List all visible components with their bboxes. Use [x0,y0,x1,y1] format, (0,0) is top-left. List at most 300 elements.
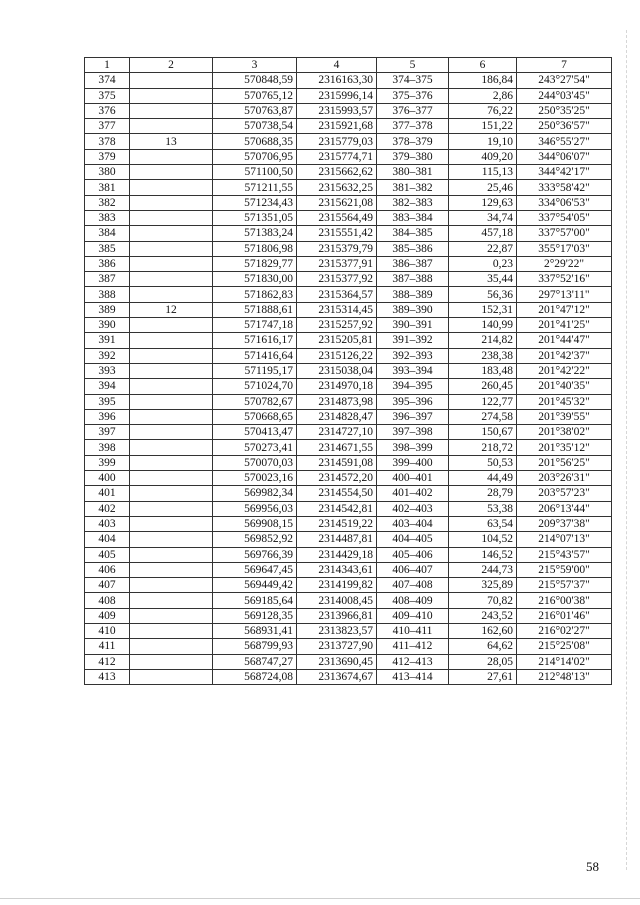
x-coordinate-cell: 571830,00 [213,272,297,287]
point-number-cell: 384 [85,226,130,241]
segment-cell: 399–400 [377,455,449,470]
segment-cell: 384–385 [377,226,449,241]
coordinates-table [84,57,612,685]
length-cell: 28,05 [449,654,517,669]
length-cell: 53,38 [449,501,517,516]
section-cell [130,425,213,440]
bearing-cell: 344°06'07" [517,149,612,164]
y-coordinate-cell: 2315662,62 [297,165,377,180]
segment-cell: 404–405 [377,532,449,547]
y-coordinate-cell: 2314554,50 [297,486,377,501]
x-coordinate-cell: 569982,34 [213,486,297,501]
table-row [85,455,612,470]
bearing-cell: 244°03'45" [517,88,612,103]
x-coordinate-cell: 571806,98 [213,241,297,256]
length-cell: 27,61 [449,669,517,684]
point-number-cell: 399 [85,455,130,470]
bearing-cell: 214°07'13" [517,532,612,547]
bearing-cell: 216°02'27" [517,623,612,638]
x-coordinate-cell: 571829,77 [213,256,297,271]
length-cell: 274,58 [449,409,517,424]
table-row [85,532,612,547]
segment-cell: 381–382 [377,180,449,195]
length-cell: 70,82 [449,593,517,608]
table-row [85,241,612,256]
bearing-cell: 201°42'37" [517,348,612,363]
x-coordinate-cell: 571024,70 [213,379,297,394]
segment-cell: 398–399 [377,440,449,455]
segment-cell: 389–390 [377,302,449,317]
column-header-7: 7 [517,58,612,73]
point-number-cell: 379 [85,149,130,164]
x-coordinate-cell: 571351,05 [213,210,297,225]
x-coordinate-cell: 569766,39 [213,547,297,562]
page-edge-bottom [0,898,640,899]
y-coordinate-cell: 2315377,92 [297,272,377,287]
y-coordinate-cell: 2313690,45 [297,654,377,669]
column-header-4: 4 [297,58,377,73]
x-coordinate-cell: 571416,64 [213,348,297,363]
y-coordinate-cell: 2315364,57 [297,287,377,302]
section-cell [130,486,213,501]
bearing-cell: 250°35'25" [517,103,612,118]
length-cell: 162,60 [449,623,517,638]
point-number-cell: 374 [85,73,130,88]
table-row [85,486,612,501]
section-cell [130,241,213,256]
point-number-cell: 375 [85,88,130,103]
point-number-cell: 393 [85,363,130,378]
segment-cell: 395–396 [377,394,449,409]
bearing-cell: 201°35'12" [517,440,612,455]
length-cell: 238,38 [449,348,517,363]
x-coordinate-cell: 569908,15 [213,516,297,531]
segment-cell: 387–388 [377,272,449,287]
section-cell [130,88,213,103]
x-coordinate-cell: 570763,87 [213,103,297,118]
point-number-cell: 383 [85,210,130,225]
y-coordinate-cell: 2314343,61 [297,562,377,577]
x-coordinate-cell: 570413,47 [213,425,297,440]
bearing-cell: 344°42'17" [517,165,612,180]
section-cell [130,532,213,547]
section-cell [130,256,213,271]
section-cell [130,501,213,516]
table-row [85,623,612,638]
segment-cell: 406–407 [377,562,449,577]
point-number-cell: 411 [85,639,130,654]
x-coordinate-cell: 569128,35 [213,608,297,623]
table-row [85,669,612,684]
x-coordinate-cell: 568799,93 [213,639,297,654]
point-number-cell: 397 [85,425,130,440]
y-coordinate-cell: 2314591,08 [297,455,377,470]
segment-cell: 386–387 [377,256,449,271]
segment-cell: 410–411 [377,623,449,638]
table-row [85,287,612,302]
y-coordinate-cell: 2315377,91 [297,256,377,271]
table-row [85,425,612,440]
length-cell: 64,62 [449,639,517,654]
segment-cell: 374–375 [377,73,449,88]
table-row [85,226,612,241]
length-cell: 243,52 [449,608,517,623]
table-row [85,302,612,317]
length-cell: 28,79 [449,486,517,501]
segment-cell: 394–395 [377,379,449,394]
x-coordinate-cell: 570782,67 [213,394,297,409]
bearing-cell: 243°27'54" [517,73,612,88]
bearing-cell: 216°01'46" [517,608,612,623]
y-coordinate-cell: 2315996,14 [297,88,377,103]
bearing-cell: 297°13'11" [517,287,612,302]
bearing-cell: 216°00'38" [517,593,612,608]
y-coordinate-cell: 2315038,04 [297,363,377,378]
section-cell [130,379,213,394]
y-coordinate-cell: 2314199,82 [297,578,377,593]
x-coordinate-cell: 570273,41 [213,440,297,455]
table-row [85,149,612,164]
table-row [85,639,612,654]
y-coordinate-cell: 2314572,20 [297,471,377,486]
bearing-cell: 355°17'03" [517,241,612,256]
table-row [85,318,612,333]
y-coordinate-cell: 2313727,90 [297,639,377,654]
table-row [85,119,612,134]
section-cell [130,348,213,363]
x-coordinate-cell: 569185,64 [213,593,297,608]
segment-cell: 396–397 [377,409,449,424]
y-coordinate-cell: 2314671,55 [297,440,377,455]
point-number-cell: 387 [85,272,130,287]
x-coordinate-cell: 569647,45 [213,562,297,577]
point-number-cell: 382 [85,195,130,210]
table-row [85,180,612,195]
bearing-cell: 215°59'00" [517,562,612,577]
point-number-cell: 394 [85,379,130,394]
section-cell [130,226,213,241]
y-coordinate-cell: 2314519,22 [297,516,377,531]
table-row [85,547,612,562]
bearing-cell: 201°38'02" [517,425,612,440]
point-number-cell: 410 [85,623,130,638]
y-coordinate-cell: 2314542,81 [297,501,377,516]
section-cell [130,455,213,470]
length-cell: 35,44 [449,272,517,287]
segment-cell: 378–379 [377,134,449,149]
table-row [85,516,612,531]
point-number-cell: 403 [85,516,130,531]
x-coordinate-cell: 570668,65 [213,409,297,424]
segment-cell: 409–410 [377,608,449,623]
section-cell: 12 [130,302,213,317]
y-coordinate-cell: 2315774,71 [297,149,377,164]
bearing-cell: 215°57'37" [517,578,612,593]
table-row [85,394,612,409]
length-cell: 76,22 [449,103,517,118]
section-cell [130,516,213,531]
table-row [85,578,612,593]
x-coordinate-cell: 570688,35 [213,134,297,149]
table-row [85,593,612,608]
table-row [85,134,612,149]
bearing-cell: 201°41'25" [517,318,612,333]
table-row [85,210,612,225]
length-cell: 151,22 [449,119,517,134]
table-row [85,88,612,103]
length-cell: 63,54 [449,516,517,531]
section-cell [130,287,213,302]
segment-cell: 377–378 [377,119,449,134]
section-cell [130,608,213,623]
length-cell: 457,18 [449,226,517,241]
x-coordinate-cell: 571100,50 [213,165,297,180]
segment-cell: 411–412 [377,639,449,654]
x-coordinate-cell: 568724,08 [213,669,297,684]
point-number-cell: 402 [85,501,130,516]
y-coordinate-cell: 2314828,47 [297,409,377,424]
point-number-cell: 404 [85,532,130,547]
segment-cell: 390–391 [377,318,449,333]
segment-cell: 401–402 [377,486,449,501]
section-cell [130,409,213,424]
segment-cell: 376–377 [377,103,449,118]
point-number-cell: 391 [85,333,130,348]
segment-cell: 408–409 [377,593,449,608]
table-row [85,501,612,516]
table-row [85,471,612,486]
section-cell [130,165,213,180]
section-cell [130,593,213,608]
length-cell: 409,20 [449,149,517,164]
x-coordinate-cell: 568747,27 [213,654,297,669]
column-header-6: 6 [449,58,517,73]
x-coordinate-cell: 570848,59 [213,73,297,88]
table-row [85,409,612,424]
y-coordinate-cell: 2315314,45 [297,302,377,317]
segment-cell: 402–403 [377,501,449,516]
y-coordinate-cell: 2313966,81 [297,608,377,623]
bearing-cell: 201°44'47" [517,333,612,348]
segment-cell: 379–380 [377,149,449,164]
y-coordinate-cell: 2314487,81 [297,532,377,547]
bearing-cell: 215°25'08" [517,639,612,654]
table-row [85,654,612,669]
section-cell [130,333,213,348]
x-coordinate-cell: 571234,43 [213,195,297,210]
bearing-cell: 201°39'55" [517,409,612,424]
section-cell [130,440,213,455]
bearing-cell: 337°57'00" [517,226,612,241]
y-coordinate-cell: 2313823,57 [297,623,377,638]
segment-cell: 392–393 [377,348,449,363]
y-coordinate-cell: 2315921,68 [297,119,377,134]
section-cell [130,578,213,593]
section-cell: 13 [130,134,213,149]
point-number-cell: 390 [85,318,130,333]
point-number-cell: 380 [85,165,130,180]
length-cell: 115,13 [449,165,517,180]
length-cell: 122,77 [449,394,517,409]
section-cell [130,623,213,638]
point-number-cell: 405 [85,547,130,562]
x-coordinate-cell: 571383,24 [213,226,297,241]
length-cell: 25,46 [449,180,517,195]
segment-cell: 375–376 [377,88,449,103]
column-header-2: 2 [130,58,213,73]
point-number-cell: 381 [85,180,130,195]
length-cell: 0,23 [449,256,517,271]
table-header-row [85,58,612,73]
y-coordinate-cell: 2315551,42 [297,226,377,241]
section-cell [130,318,213,333]
y-coordinate-cell: 2314970,18 [297,379,377,394]
bearing-cell: 214°14'02" [517,654,612,669]
y-coordinate-cell: 2313674,67 [297,669,377,684]
bearing-cell: 333°58'42" [517,180,612,195]
table-row [85,608,612,623]
section-cell [130,195,213,210]
x-coordinate-cell: 570738,54 [213,119,297,134]
bearing-cell: 337°54'05" [517,210,612,225]
y-coordinate-cell: 2315379,79 [297,241,377,256]
table-row [85,348,612,363]
segment-cell: 383–384 [377,210,449,225]
x-coordinate-cell: 571888,61 [213,302,297,317]
bearing-cell: 201°40'35" [517,379,612,394]
table-row [85,333,612,348]
x-coordinate-cell: 571747,18 [213,318,297,333]
section-cell [130,103,213,118]
segment-cell: 385–386 [377,241,449,256]
bearing-cell: 337°52'16" [517,272,612,287]
page-edge-right [626,30,627,870]
length-cell: 325,89 [449,578,517,593]
segment-cell: 405–406 [377,547,449,562]
section-cell [130,654,213,669]
point-number-cell: 378 [85,134,130,149]
length-cell: 56,36 [449,287,517,302]
table-row [85,256,612,271]
point-number-cell: 409 [85,608,130,623]
point-number-cell: 406 [85,562,130,577]
y-coordinate-cell: 2315205,81 [297,333,377,348]
x-coordinate-cell: 570070,03 [213,455,297,470]
section-cell [130,73,213,88]
segment-cell: 412–413 [377,654,449,669]
x-coordinate-cell: 570765,12 [213,88,297,103]
y-coordinate-cell: 2315564,49 [297,210,377,225]
point-number-cell: 377 [85,119,130,134]
y-coordinate-cell: 2315126,22 [297,348,377,363]
bearing-cell: 201°45'32" [517,394,612,409]
x-coordinate-cell: 570023,16 [213,471,297,486]
bearing-cell: 201°56'25" [517,455,612,470]
bearing-cell: 250°36'57" [517,119,612,134]
x-coordinate-cell: 571616,17 [213,333,297,348]
point-number-cell: 396 [85,409,130,424]
section-cell [130,149,213,164]
x-coordinate-cell: 571862,83 [213,287,297,302]
length-cell: 129,63 [449,195,517,210]
bearing-cell: 215°43'57" [517,547,612,562]
bearing-cell: 346°55'27" [517,134,612,149]
segment-cell: 388–389 [377,287,449,302]
table-row [85,379,612,394]
bearing-cell: 2°29'22" [517,256,612,271]
section-cell [130,180,213,195]
section-cell [130,210,213,225]
section-cell [130,394,213,409]
point-number-cell: 398 [85,440,130,455]
length-cell: 146,52 [449,547,517,562]
segment-cell: 382–383 [377,195,449,210]
x-coordinate-cell: 571195,17 [213,363,297,378]
length-cell: 214,82 [449,333,517,348]
length-cell: 2,86 [449,88,517,103]
point-number-cell: 392 [85,348,130,363]
bearing-cell: 203°26'31" [517,471,612,486]
length-cell: 183,48 [449,363,517,378]
segment-cell: 380–381 [377,165,449,180]
y-coordinate-cell: 2314873,98 [297,394,377,409]
y-coordinate-cell: 2315257,92 [297,318,377,333]
point-number-cell: 385 [85,241,130,256]
point-number-cell: 376 [85,103,130,118]
table-row [85,272,612,287]
length-cell: 152,31 [449,302,517,317]
table-row [85,103,612,118]
bearing-cell: 212°48'13" [517,669,612,684]
section-cell [130,471,213,486]
y-coordinate-cell: 2315621,08 [297,195,377,210]
length-cell: 140,99 [449,318,517,333]
x-coordinate-cell: 570706,95 [213,149,297,164]
table-row [85,165,612,180]
table-row [85,440,612,455]
length-cell: 150,67 [449,425,517,440]
table-row [85,562,612,577]
segment-cell: 397–398 [377,425,449,440]
bearing-cell: 334°06'53" [517,195,612,210]
bearing-cell: 206°13'44" [517,501,612,516]
table-header [85,58,612,73]
segment-cell: 393–394 [377,363,449,378]
length-cell: 34,74 [449,210,517,225]
length-cell: 218,72 [449,440,517,455]
table-row [85,195,612,210]
column-header-1: 1 [85,58,130,73]
segment-cell: 413–414 [377,669,449,684]
section-cell [130,669,213,684]
segment-cell: 407–408 [377,578,449,593]
x-coordinate-cell: 571211,55 [213,180,297,195]
section-cell [130,547,213,562]
point-number-cell: 401 [85,486,130,501]
y-coordinate-cell: 2314008,45 [297,593,377,608]
segment-cell: 391–392 [377,333,449,348]
length-cell: 50,53 [449,455,517,470]
point-number-cell: 400 [85,471,130,486]
y-coordinate-cell: 2315993,57 [297,103,377,118]
x-coordinate-cell: 568931,41 [213,623,297,638]
y-coordinate-cell: 2314727,10 [297,425,377,440]
length-cell: 186,84 [449,73,517,88]
x-coordinate-cell: 569449,42 [213,578,297,593]
length-cell: 44,49 [449,471,517,486]
bearing-cell: 201°47'12" [517,302,612,317]
point-number-cell: 413 [85,669,130,684]
